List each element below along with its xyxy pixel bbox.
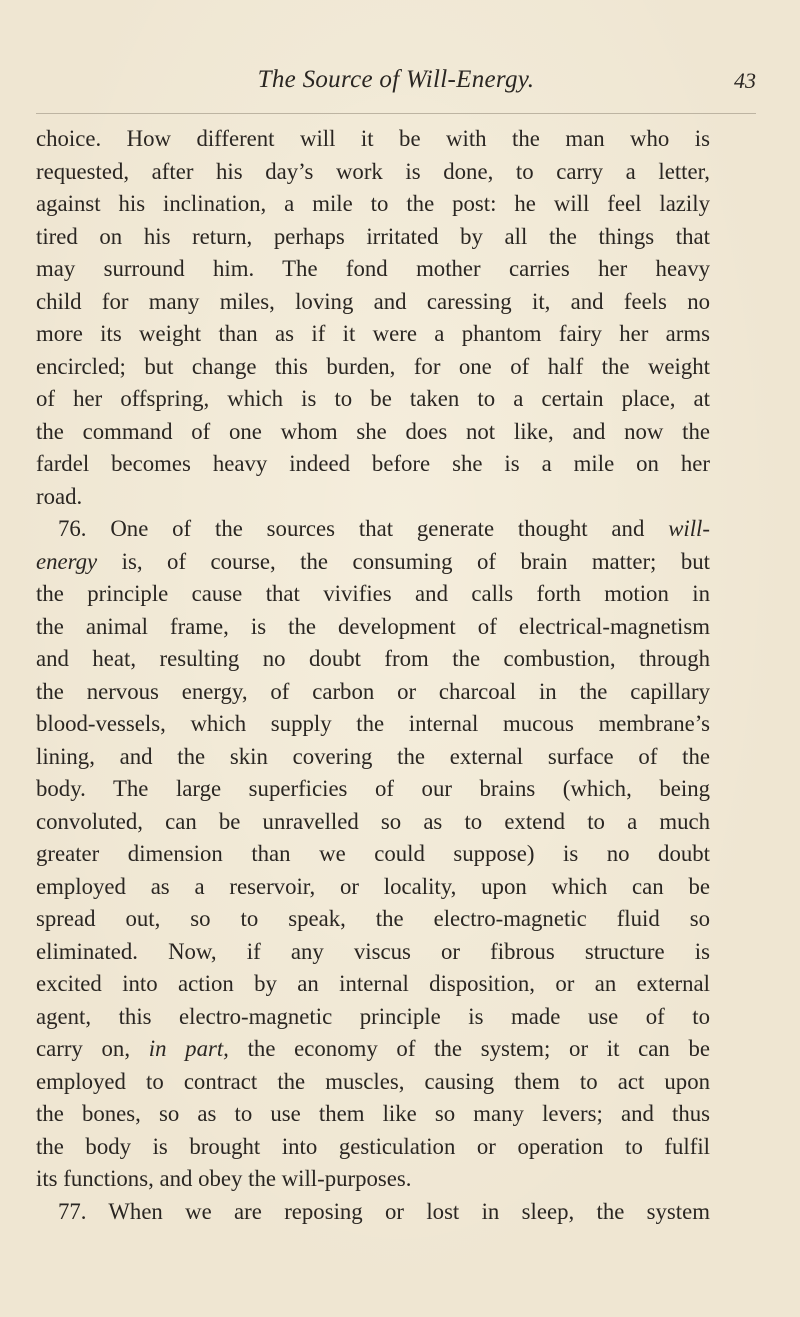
italic-run: will- [668,516,710,541]
text-run: the economy of the system; or it can be [228,1036,710,1061]
text-line: against his inclination, a mile to the post: he will feel lazily [36,191,710,216]
italic-run: in part, [148,1036,229,1061]
text-line: more its weight than as if it were a phantom fairy her arms [36,321,710,346]
text-line: the body is brought into gesticulation or operation to fulfil [36,1133,710,1159]
text-line: requested, after his day’s work is done, to carry a letter, [36,158,710,184]
italic-run: energy [36,548,98,574]
text-line: the command of one whom she does not like, and now the [36,418,710,444]
text-line: blood-vessels, which supply the internal mucous membrane’s [36,711,710,736]
page-header [36,66,756,106]
text-line: encircled; but change this burden, for one of half the weight [36,353,710,379]
text-line: and heat, resulting no doubt from the combustion, through [36,646,710,671]
text-line: employed as a reservoir, or locality, upon which can be [36,873,710,899]
paragraph-76-start [36,513,710,546]
text-run: carry on, [36,1036,149,1061]
page-number: 43 [734,68,756,93]
text-line: of her offspring, which is to be taken to a certain place, at [36,386,710,411]
text-line: lining, and the skin covering the external surface of the [36,743,710,769]
text-line: eliminated. Now, if any viscus or fibrous structure is [36,938,710,964]
text-line: the nervous energy, of carbon or charcoal in the capillary [36,678,710,704]
text-line: body. The large superficies of our brains (which, being [36,776,710,801]
text-line: child for many miles, loving and caressing it, and feels no [36,288,710,314]
body-text [36,123,710,1228]
text-line: choice. How different will it be with the man who is [36,126,710,151]
text-line: may surround him. The fond mother carries her heavy [36,256,710,281]
text-line: fardel becomes heavy indeed before she is a mile on her [36,451,710,476]
paragraph-77-start: 77. When we are reposing or lost in sleep, the system [58,1198,710,1224]
running-title: The Source of Will-Energy. [257,66,535,93]
text-line [36,546,710,579]
text-run: 76. One of the sources that generate thought and [58,516,669,541]
text-line: the animal frame, is the development of electrical-magnetism [36,613,710,639]
text-line: convoluted, can be unravelled so as to extend to a much [36,808,710,834]
text-line: the bones, so as to use them like so many levers; and thus [36,1101,710,1126]
header-rule [36,113,756,114]
text-line: employed to contract the muscles, causing them to act upon [36,1068,710,1094]
text-line: its functions, and obey the will-purposes. [36,1166,412,1191]
text-line: the principle cause that vivifies and calls forth motion in [36,581,710,606]
text-line: spread out, so to speak, the electro-magnetic fluid so [36,906,710,931]
text-line: excited into action by an internal disposition, or an external [36,971,710,996]
text-line [36,1033,710,1066]
text-line: tired on his return, perhaps irritated by all the things that [36,223,710,249]
text-line: greater dimension than we could suppose) is no doubt [36,841,710,866]
text-run: is, of course, the consuming of brain matter; but [97,548,710,574]
text-line: agent, this electro-magnetic principle is made use of to [36,1003,710,1029]
text-line: road. [36,483,83,509]
